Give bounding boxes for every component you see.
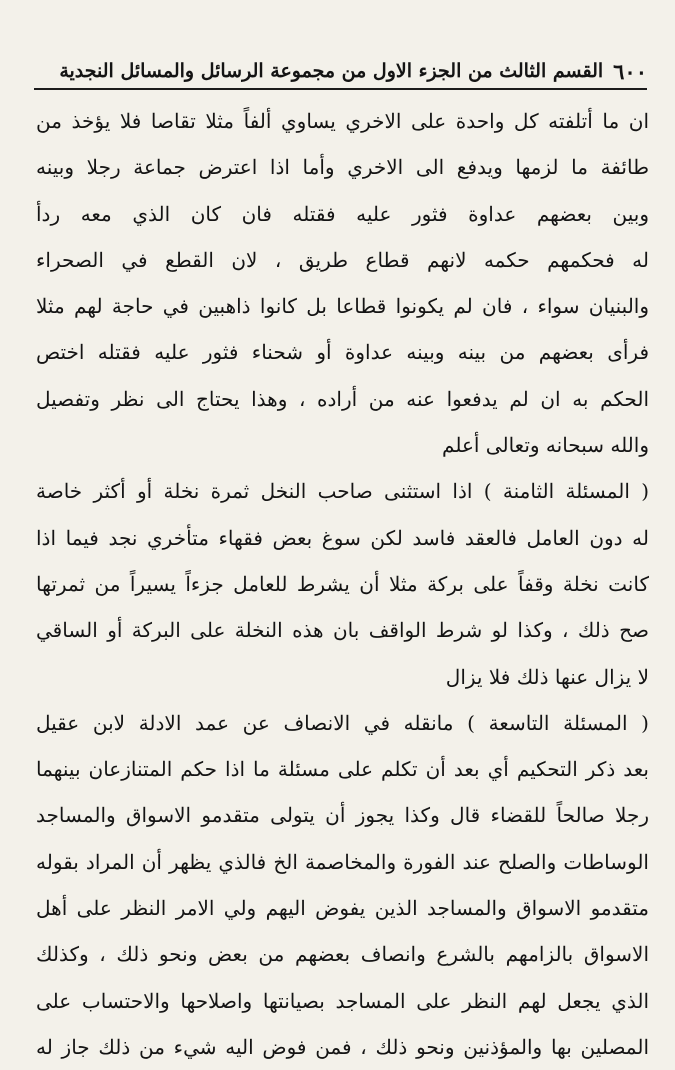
- page-body-text: [36, 98, 649, 1070]
- text-line: رجلا صالحاً للقضاء قال وكذا يجوز أن يتولى متقدمو الاسواق والمساجد: [36, 803, 649, 828]
- text-line: ( المسئلة التاسعة ) مانقله في الانصاف عن عمد الادلة لابن عقيل: [36, 710, 649, 735]
- text-line: الاسواق بالزامهم بالشرع وانصاف بعضهم من بعض ونحو ذلك ، وكذلك: [36, 942, 649, 967]
- text-line: بعد ذكر التحكيم أي بعد أن تكلم على مسئلة ما اذا حكم المتنازعان بينهما: [36, 757, 649, 782]
- text-line: الحكم به ان لم يدفعوا عنه من أراده ، وهذا يحتاج الى نظر وتفصيل: [36, 386, 649, 411]
- text-line: ان ما أتلفته كل واحدة على الاخري يساوي ألفاً مثلا تقاصا فلا يؤخذ من: [36, 109, 649, 133]
- text-line: والله سبحانه وتعالى أعلم: [442, 433, 649, 458]
- text-line: فرأى بعضهم من بينه وبينه عداوة أو شحناء فثور عليه فقتله اختص: [36, 340, 649, 365]
- text-line: طائفة ما لزمها ويدفع الى الاخري وأما اذا اعترض جماعة رجلا وبينه: [36, 155, 649, 180]
- text-line: له فحكمهم حكمه لانهم قطاع طريق ، لان القطع في الصحراء: [36, 247, 649, 272]
- text-line: له دون العامل فالعقد فاسد لكن سوغ بعض فقهاء متأخري نجد فيما اذا: [36, 525, 649, 550]
- running-header: [34, 54, 647, 90]
- text-line: الوساطات والصلح عند الفورة والمخاصمة الخ فالذي يظهر أن المراد بقوله: [36, 849, 649, 874]
- text-line: المصلين بها والمؤذنين ونحو ذلك ، فمن فوض اليه شيء من ذلك جاز له: [36, 1034, 649, 1059]
- text-line: كانت نخلة وقفاً على بركة مثلا أن يشرط للعامل جزءاً يسيراً من ثمرتها: [36, 571, 649, 596]
- page-number: ٦٠٠: [613, 58, 647, 84]
- text-line: صح ذلك ، وكذا لو شرط الواقف بان هذه النخلة على البركة أو الساقي: [36, 618, 649, 643]
- running-title: القسم الثالث من الجزء الاول من مجموعة الرسائل والمسائل النجدية: [59, 60, 604, 82]
- text-line: ( المسئلة الثامنة ) اذا استثنى صاحب النخل ثمرة نخلة أو أكثر خاصة: [36, 479, 649, 504]
- text-line: وبين بعضهم عداوة فثور عليه فقتله فان كان الذي معه ردأ: [36, 201, 649, 226]
- text-line: لا يزال عنها ذلك فلا يزال: [445, 664, 649, 689]
- text-line: متقدمو الاسواق والمساجد الذين يفوض اليهم ولي الامر النظر على أهل: [36, 896, 649, 921]
- text-line: الذي يجعل لهم النظر على المساجد بصيانتها واصلاحها والاحتساب على: [36, 988, 649, 1013]
- text-line: والبنيان سواء ، فان لم يكونوا قطاعا بل كانوا ذاهبين في حاجة لهم مثلا: [36, 294, 649, 319]
